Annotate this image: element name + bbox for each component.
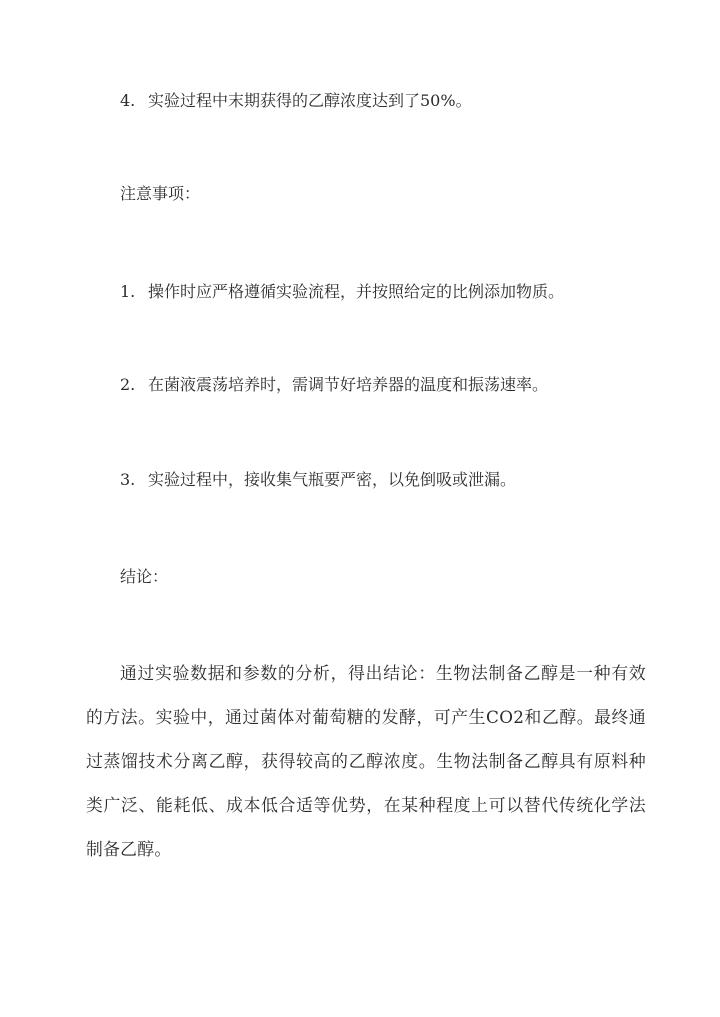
list-item-text: 在菌液震荡培养时，需调节好培养器的温度和振荡速率。 [148, 375, 549, 394]
conclusion-paragraph: 通过实验数据和参数的分析，得出结论：生物法制备乙醇是一种有效的方法。实验中，通过菌体对葡萄糖的发酵，可产生CO2和乙醇。最终通过蒸馏技术分离乙醇，获得较高的乙醇浓度。生物法制备乙醇具有原料种类广泛、能耗低、成本低合适等优势，在某种程度上可以替代传统化学法制备乙醇。 [86, 663, 646, 859]
list-number: 4. [120, 91, 136, 110]
list-item-4 [120, 91, 472, 111]
list-item-text: 实验过程中末期获得的乙醇浓度达到了50%。 [148, 91, 472, 110]
list-number: 2. [120, 375, 136, 394]
note-item-3 [120, 470, 516, 490]
conclusion-heading: 结论： [120, 567, 169, 586]
note-item-2 [120, 375, 548, 395]
note-item-1 [120, 282, 564, 302]
list-item-text: 实验过程中，接收集气瓶要严密，以免倒吸或泄漏。 [148, 470, 517, 489]
list-number: 1. [120, 282, 136, 301]
notes-heading: 注意事项： [120, 184, 201, 203]
list-item-text: 操作时应严格遵循实验流程，并按照给定的比例添加物质。 [148, 282, 565, 301]
list-number: 3. [120, 470, 136, 489]
